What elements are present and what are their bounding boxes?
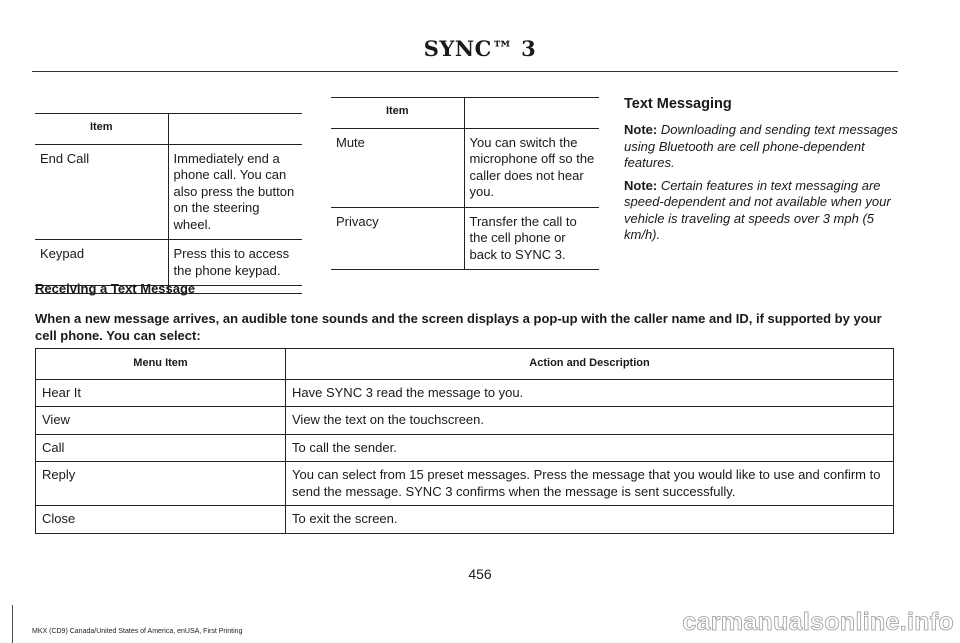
subsection-heading: Receiving a Text Message xyxy=(35,281,196,296)
menu-item-cell: Close xyxy=(36,506,286,534)
column-header xyxy=(464,98,599,129)
section-heading: Text Messaging xyxy=(624,96,732,112)
table-row xyxy=(36,434,894,462)
action-cell: View the text on the touchscreen. xyxy=(286,407,894,435)
note-label: Note: xyxy=(624,122,658,137)
watermark: carmanualsonline.info xyxy=(682,608,954,636)
column-header: Action and Description xyxy=(286,349,894,380)
item-cell: End Call xyxy=(35,144,168,240)
table-row xyxy=(36,462,894,506)
page-header-title: SYNC™ 3 xyxy=(423,36,537,61)
menu-item-cell: View xyxy=(36,407,286,435)
column-header: Item xyxy=(331,98,464,129)
message-actions-table xyxy=(35,348,894,534)
action-cell: To call the sender. xyxy=(286,434,894,462)
phone-options-table-2 xyxy=(331,97,599,270)
text-messaging-section xyxy=(624,96,898,250)
description-cell: Immediately end a phone call. You can also press the button on the steering wheel. xyxy=(168,144,302,240)
crop-mark xyxy=(12,605,13,643)
table-row xyxy=(331,207,599,270)
table-row xyxy=(35,240,302,286)
item-cell: Keypad xyxy=(35,240,168,286)
table-row xyxy=(331,128,599,207)
item-cell: Mute xyxy=(331,128,464,207)
action-cell: Have SYNC 3 read the message to you. xyxy=(286,379,894,407)
edition-footer: MKX (CD9) Canada/United States of America, enUSA, First Printing xyxy=(32,628,243,635)
menu-item-cell: Hear It xyxy=(36,379,286,407)
table-header-row xyxy=(35,114,302,145)
description-cell: Press this to access the phone keypad. xyxy=(168,240,302,286)
menu-item-cell: Call xyxy=(36,434,286,462)
table-header-row xyxy=(331,98,599,129)
table-row xyxy=(36,379,894,407)
column-header: Item xyxy=(35,114,168,145)
description-cell: Transfer the call to the cell phone or back to SYNC 3. xyxy=(464,207,599,270)
description-cell: You can switch the microphone off so the caller does not hear you. xyxy=(464,128,599,207)
note-paragraph xyxy=(624,178,898,244)
note-text: Certain features in text messaging are speed-dependent and not available when your vehicle is traveling at speeds over 3 mph (5 km/h). xyxy=(624,177,891,242)
note-paragraph xyxy=(624,122,898,172)
header-rule xyxy=(32,71,898,72)
action-cell: To exit the screen. xyxy=(286,506,894,534)
action-cell: You can select from 15 preset messages. Press the message that you would like to use and confirm to send the message. SYNC 3 confirms when the message is sent successfully. xyxy=(286,462,894,506)
note-text: Downloading and sending text messages using Bluetooth are cell phone-dependent features. xyxy=(624,122,898,170)
item-cell: Privacy xyxy=(331,207,464,270)
table-row xyxy=(36,506,894,534)
intro-paragraph: When a new message arrives, an audible tone sounds and the screen displays a pop-up with the caller name and ID, if supported by your cell phone. You can select: xyxy=(35,311,882,343)
column-header xyxy=(168,114,302,145)
note-label: Note: xyxy=(624,177,658,193)
table-row xyxy=(35,144,302,240)
table-header-row xyxy=(36,349,894,380)
column-header: Menu Item xyxy=(36,349,286,380)
table-row xyxy=(36,407,894,435)
page-number: 456 xyxy=(468,566,492,582)
menu-item-cell: Reply xyxy=(36,462,286,506)
phone-options-table-1 xyxy=(35,113,302,294)
